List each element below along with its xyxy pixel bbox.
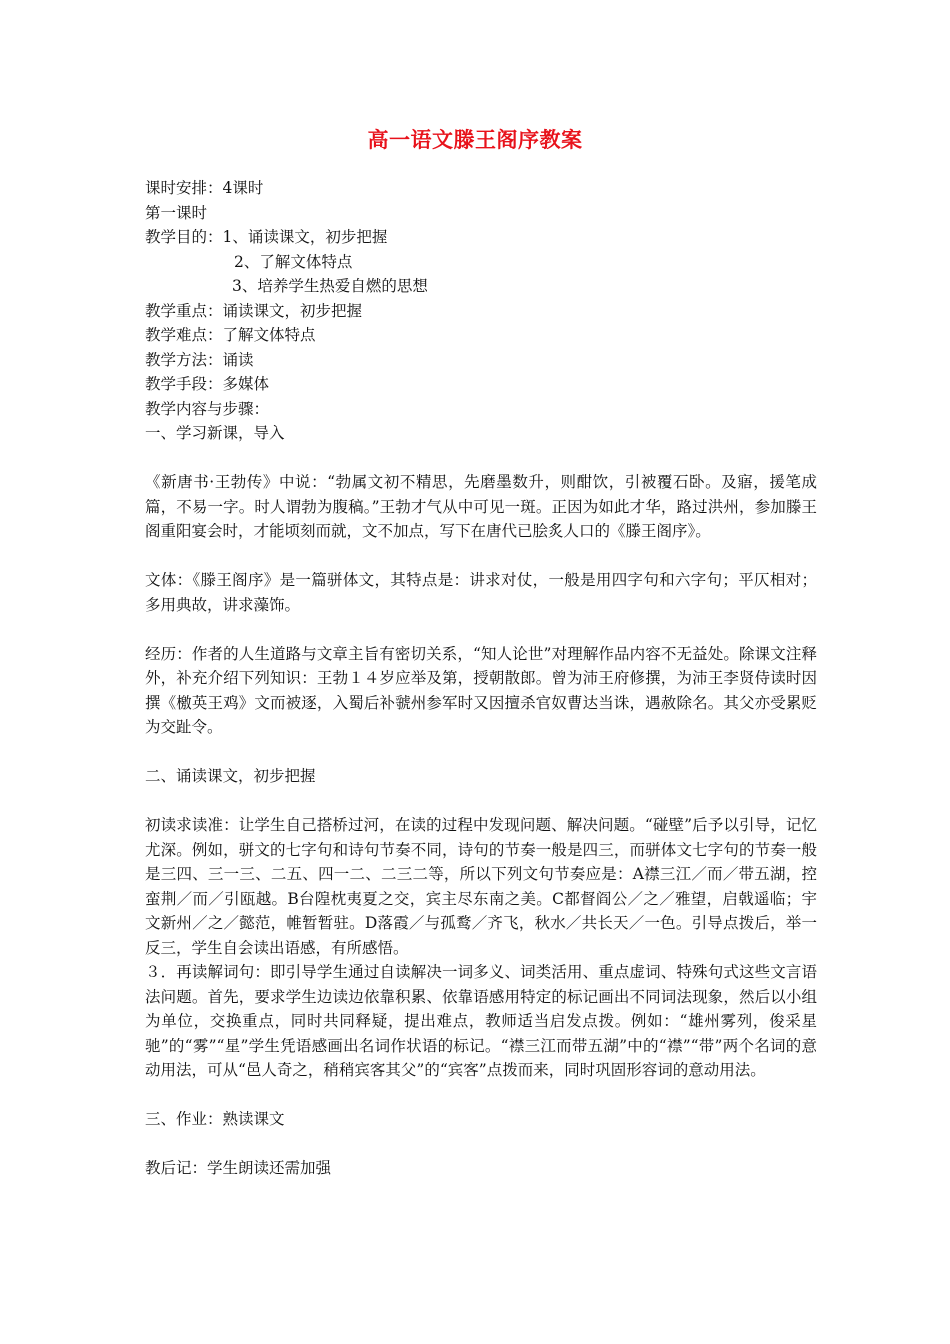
intro-paragraph: 《新唐书·王勃传》中说：“勃属文初不精思，先磨墨数升，则酣饮，引被覆石卧。及寤，援笔成篇，不易一字。时人谓勃为腹稿。”王勃才气从中可见一斑。正因为如此才华，路过洪州，参加滕王阁重阳宴会时，才能顷刻而就，文不加点，写下在唐代已脍炙人口的《滕王阁序》。 xyxy=(145,473,817,540)
objective-line-1: 教学目的：1、诵读课文，初步把握 xyxy=(145,228,388,246)
section-2-heading: 二、诵读课文，初步把握 xyxy=(145,767,316,785)
spacer xyxy=(145,446,817,471)
style-paragraph: 文体：《滕王阁序》是一篇骈体文，其特点是：讲求对仗，一般是用四字句和六字句；平仄相对；多用典故，讲求藻饰。 xyxy=(145,571,817,614)
objective-line-2: 2、了解文体特点 xyxy=(234,252,353,271)
section-3-heading: 三、作业：熟读课文 xyxy=(145,1110,285,1128)
experience-paragraph: 经历：作者的人生道路与文章主旨有密切关系，“知人论世”对理解作品内容不无益处。除课文注释外，补充介绍下列知识：王勃１４岁应举及第，授朝散郎。曾为沛王府修撰，为沛王李贤侍读时因撰《檄英王鸡》文而被逐，入蜀后补虢州参军时又因擅杀官奴曹达当诛，遇赦除名。其父亦受累贬为交趾令。 xyxy=(145,644,817,736)
difficulty-line: 教学难点：了解文体特点 xyxy=(145,326,316,344)
afterword-line: 教后记：学生朗读还需加强 xyxy=(145,1159,332,1177)
lesson-schedule: 课时安排：4课时 xyxy=(145,179,264,197)
spacer xyxy=(145,740,817,765)
second-read-paragraph: ３．再读解词句：即引导学生通过自读解决一词多义、词类活用、重点虚词、特殊句式这些文言语法问题。首先，要求学生边读边依靠积累、依靠语感用特定的标记画出不同词法现象，然后以小组为单位，交换重点，同时共同释疑，提出难点，教师适当启发点拨。例如：“雄州雾列，俊采星驰”的“雾”“星”学生凭语感画出名词作状语的标记。“襟三江而带五湖”中的“襟”“带”两个名词的意动用法，可从“邑人奇之，稍稍宾客其父”的“宾客”点拨而来，同时巩固形容词的意动用法。 xyxy=(145,963,817,1079)
spacer xyxy=(145,1132,817,1157)
spacer xyxy=(145,789,817,814)
first-lesson-heading: 第一课时 xyxy=(145,203,208,222)
first-read-paragraph: 初读求读准：让学生自己搭桥过河，在读的过程中发现问题、解决问题。“碰壁”后予以引导，记忆尤深。例如，骈文的七字句和诗句节奏不同，诗句的节奏一般是四三，而骈体文七字句的节奏一般是三四、三一三、二五、四一二、二三二等，所以下列文句节奏应是：A襟三江／而／带五湖，控蛮荆／而／引瓯越。B台隍枕夷夏之交，宾主尽东南之美。C都督阎公／之／雅望，启戟遥临；宇文新州／之／懿范，帷暂暂驻。D落霞／与孤鹜／齐飞，秋水／共长天／一色。引导点拨后，举一反三，学生自会读出语感，有所感悟。 xyxy=(145,816,817,957)
spacer xyxy=(145,544,817,569)
document-title: 高一语文滕王阁序教案 xyxy=(367,127,583,152)
means-line: 教学手段：多媒体 xyxy=(145,375,270,393)
spacer xyxy=(145,1083,817,1108)
document-body xyxy=(145,176,817,1181)
content-steps-line: 教学内容与步骤： xyxy=(145,399,270,418)
method-line: 教学方法：诵读 xyxy=(145,350,254,369)
objective-line-3: 3、培养学生热爱自燃的思想 xyxy=(232,277,428,295)
section-1-heading: 一、学习新课，导入 xyxy=(145,424,285,442)
key-point-line: 教学重点：诵读课文，初步把握 xyxy=(145,301,363,320)
spacer xyxy=(145,617,817,642)
